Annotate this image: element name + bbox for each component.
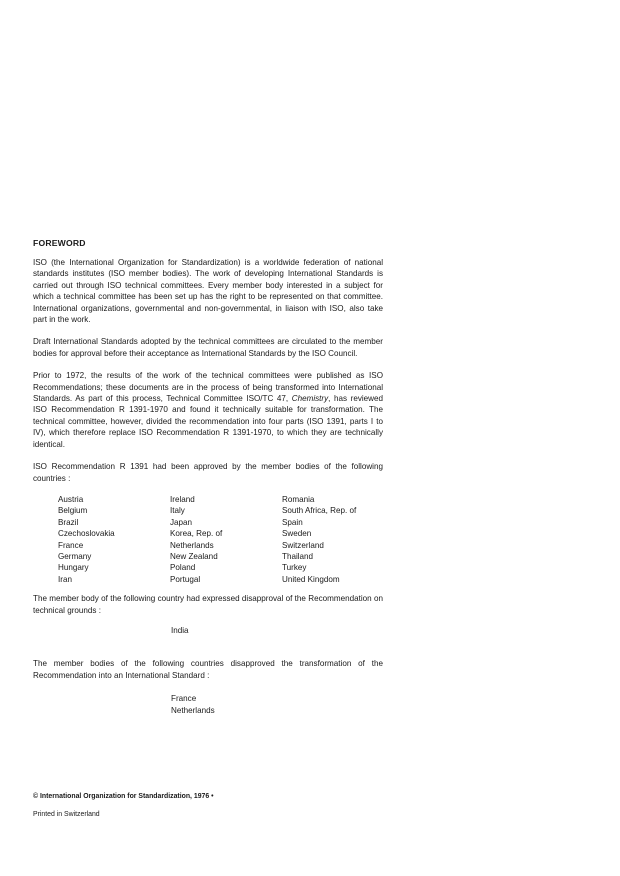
country-item: France — [58, 540, 84, 550]
paragraph-technical-disapproval: The member body of the following country had expressed disapproval of the Recommendation on technical grounds : — [33, 594, 383, 615]
country-item: Italy — [170, 506, 185, 516]
country-item: Netherlands — [171, 705, 215, 715]
committee-name: Chemistry — [291, 394, 329, 404]
approving-countries-list — [58, 494, 383, 585]
copyright-notice: © International Organization for Standardization, 1976 • — [33, 793, 214, 800]
paragraph-approval: ISO Recommendation R 1391 had been approved by the member bodies of the following countries : — [33, 462, 383, 483]
country-item: Ireland — [170, 494, 195, 504]
paragraph-transformation-disapproval: The member bodies of the following countries disapproved the transformation of the Recommendation into an International Standard : — [33, 659, 383, 680]
country-item: United Kingdom — [282, 574, 340, 584]
country-item: Romania — [282, 494, 315, 504]
countries-column-2 — [170, 494, 282, 585]
country-item: Sweden — [282, 529, 312, 539]
foreword-section — [33, 238, 383, 716]
country-item: Czechoslovakia — [58, 529, 115, 539]
country-item: Brazil — [58, 517, 79, 527]
country-item: Japan — [170, 517, 193, 527]
countries-column-3 — [282, 494, 392, 585]
printed-location: Printed in Switzerland — [33, 811, 100, 818]
paragraph-transformation-end: , has reviewed ISO Recommendation R 1391-1970 and found it technically suitable for transformation. The technical committee, however, divided the recommendation into four parts (ISO 1391, parts I to IV), which therefore replace ISO Recommendation R 1391-1970, to which they are technically identical. — [33, 394, 384, 449]
country-item: New Zealand — [170, 551, 218, 561]
paragraph-iso-description: ISO (the International Organization for Standardization) is a worldwide federation of national standards institutes (ISO member bodies). The work of developing International Standards is carried out through ISO technical committees. Every member body interested in a subject for which a technical committee has been set up has the right to be represented on that committee. International organizations, governmental and non-governmental, in liaison with ISO, also take part in the work. — [33, 258, 383, 325]
country-item: Spain — [282, 517, 303, 527]
transformation-disapproval-list — [171, 693, 383, 716]
paragraph-transformation-start: Prior to 1972, the results of the work of the technical committees were published as ISO Recommendations; these documents are in the process of being transformed into International Standards. As part of this process, Technical Committee ISO/TC 47, — [33, 371, 383, 404]
country-item: Belgium — [58, 506, 88, 516]
country-item: Hungary — [58, 563, 89, 573]
country-item: Iran — [58, 574, 72, 584]
disapproving-country: India — [171, 625, 189, 635]
paragraph-transformation — [33, 370, 383, 450]
country-item: Portugal — [170, 574, 201, 584]
country-item: Thailand — [282, 551, 314, 561]
country-item: Netherlands — [170, 540, 214, 550]
country-item: Switzerland — [282, 540, 324, 550]
country-item: Turkey — [282, 563, 307, 573]
countries-column-1 — [58, 494, 170, 585]
country-item: Poland — [170, 563, 196, 573]
country-item: South Africa, Rep. of — [282, 506, 357, 516]
country-item: Germany — [58, 551, 92, 561]
country-item: France — [171, 694, 197, 704]
paragraph-draft-standards: Draft International Standards adopted by the technical committees are circulated to the member bodies for approval before their acceptance as International Standards by the ISO Council. — [33, 337, 383, 358]
foreword-heading: FOREWORD — [33, 238, 86, 248]
country-item: Korea, Rep. of — [170, 529, 223, 539]
country-item: Austria — [58, 494, 84, 504]
